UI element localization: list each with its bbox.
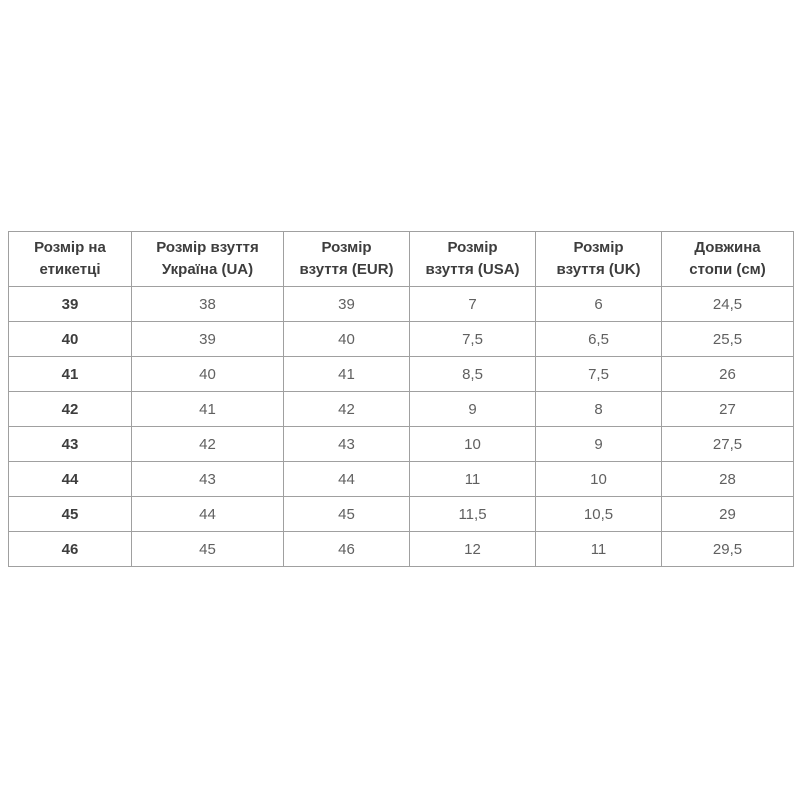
table-row [9, 497, 794, 532]
header-line: взуття (EUR) [299, 261, 394, 278]
cell-ua-size: 44 [132, 497, 284, 532]
header-line: Розмір взуття [156, 239, 259, 257]
header-line: Україна (UA) [161, 261, 254, 278]
cell-label-size: 39 [9, 287, 132, 322]
cell-ua-size: 43 [132, 462, 284, 497]
shoe-size-conversion-table [8, 231, 794, 567]
header-line: Розмір на [34, 239, 106, 257]
table-row [9, 322, 794, 357]
size-table-container [8, 231, 794, 567]
column-header-foot-length [662, 232, 794, 287]
cell-ua-size: 38 [132, 287, 284, 322]
cell-label-size: 44 [9, 462, 132, 497]
cell-ua-size: 39 [132, 322, 284, 357]
header-line: стопи (см) [689, 261, 766, 278]
cell-foot-length: 29 [662, 497, 794, 532]
cell-uk-size: 10,5 [536, 497, 662, 532]
cell-label-size: 45 [9, 497, 132, 532]
header-line: Довжина [694, 239, 761, 257]
cell-label-size: 42 [9, 392, 132, 427]
cell-foot-length: 28 [662, 462, 794, 497]
cell-eur-size: 40 [284, 322, 410, 357]
cell-uk-size: 7,5 [536, 357, 662, 392]
cell-ua-size: 42 [132, 427, 284, 462]
cell-usa-size: 9 [410, 392, 536, 427]
cell-usa-size: 7 [410, 287, 536, 322]
cell-foot-length: 29,5 [662, 532, 794, 567]
cell-eur-size: 45 [284, 497, 410, 532]
cell-label-size: 43 [9, 427, 132, 462]
cell-uk-size: 10 [536, 462, 662, 497]
cell-ua-size: 41 [132, 392, 284, 427]
column-header-eur-size [284, 232, 410, 287]
header-line: Розмір [573, 239, 624, 257]
table-row [9, 357, 794, 392]
table-row [9, 462, 794, 497]
table-row [9, 392, 794, 427]
header-line: Розмір [321, 239, 372, 257]
header-row [9, 232, 794, 287]
column-header-label-size [9, 232, 132, 287]
cell-foot-length: 24,5 [662, 287, 794, 322]
cell-eur-size: 43 [284, 427, 410, 462]
cell-foot-length: 27,5 [662, 427, 794, 462]
column-header-uk-size [536, 232, 662, 287]
cell-eur-size: 41 [284, 357, 410, 392]
header-line: етикетці [39, 261, 101, 278]
cell-eur-size: 42 [284, 392, 410, 427]
cell-eur-size: 39 [284, 287, 410, 322]
table-row [9, 532, 794, 567]
cell-foot-length: 27 [662, 392, 794, 427]
cell-foot-length: 26 [662, 357, 794, 392]
cell-eur-size: 44 [284, 462, 410, 497]
cell-label-size: 40 [9, 322, 132, 357]
cell-uk-size: 8 [536, 392, 662, 427]
cell-ua-size: 45 [132, 532, 284, 567]
cell-uk-size: 9 [536, 427, 662, 462]
cell-uk-size: 11 [536, 532, 662, 567]
header-line: Розмір [447, 239, 498, 257]
header-line: взуття (USA) [425, 261, 520, 278]
cell-eur-size: 46 [284, 532, 410, 567]
cell-label-size: 41 [9, 357, 132, 392]
cell-ua-size: 40 [132, 357, 284, 392]
cell-usa-size: 11,5 [410, 497, 536, 532]
cell-uk-size: 6,5 [536, 322, 662, 357]
column-header-usa-size [410, 232, 536, 287]
cell-usa-size: 7,5 [410, 322, 536, 357]
cell-foot-length: 25,5 [662, 322, 794, 357]
cell-label-size: 46 [9, 532, 132, 567]
table-row [9, 287, 794, 322]
table-row [9, 427, 794, 462]
cell-usa-size: 12 [410, 532, 536, 567]
cell-uk-size: 6 [536, 287, 662, 322]
header-line: взуття (UK) [556, 261, 641, 278]
cell-usa-size: 10 [410, 427, 536, 462]
column-header-ua-size [132, 232, 284, 287]
cell-usa-size: 11 [410, 462, 536, 497]
cell-usa-size: 8,5 [410, 357, 536, 392]
